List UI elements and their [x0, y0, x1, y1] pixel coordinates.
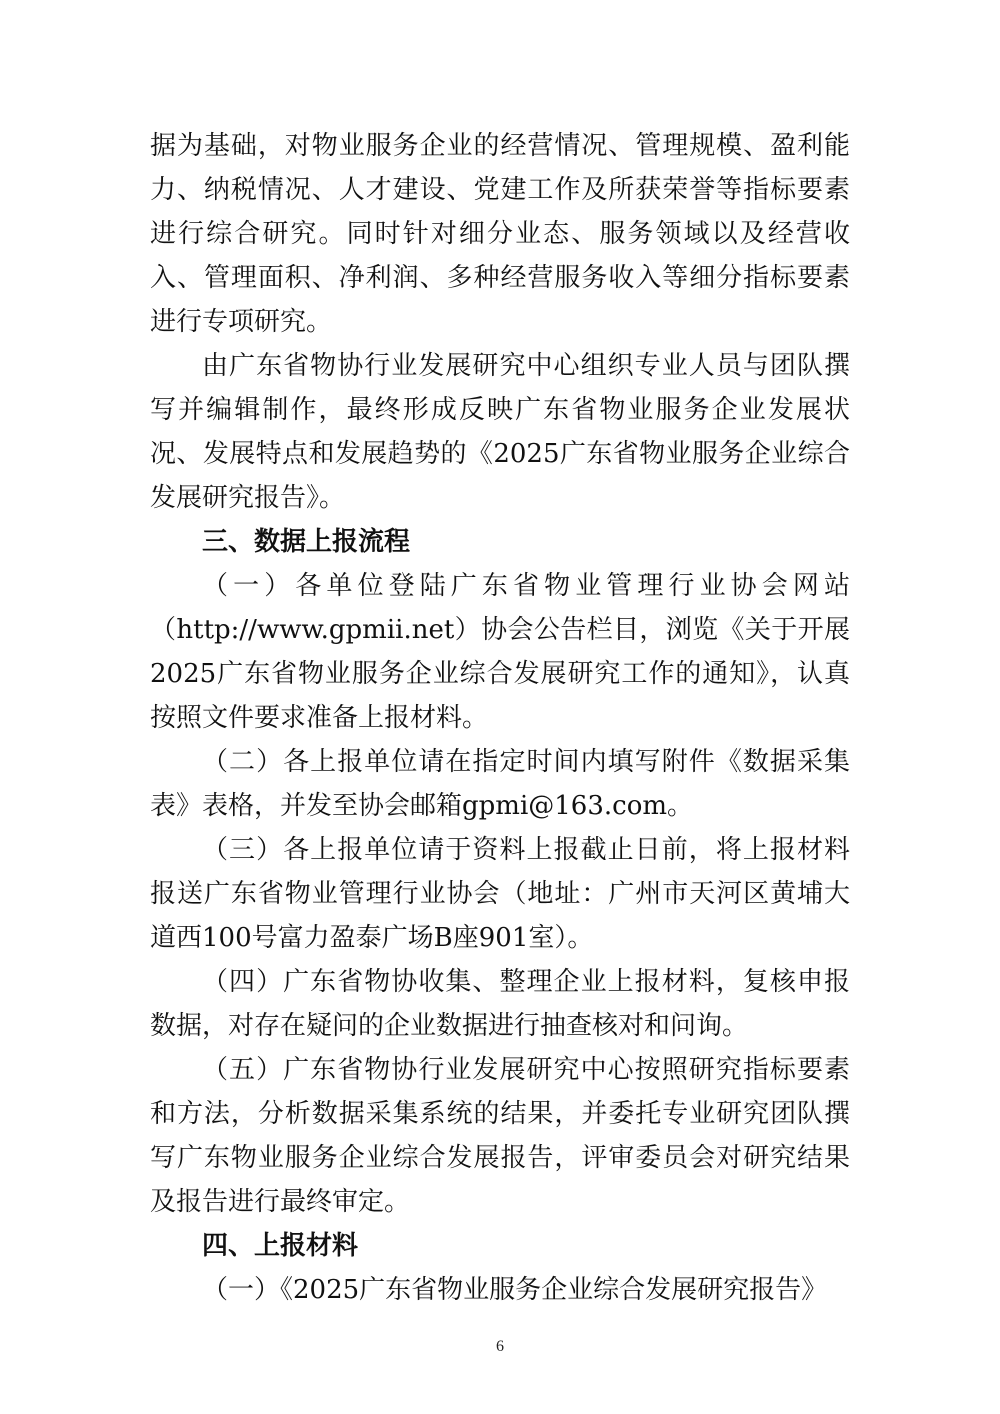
- body-text: [150, 124, 850, 1312]
- paragraph-step-3: （三）各上报单位请于资料上报截止日前，将上报材料报送广东省物业管理行业协会（地址：广州市天河区黄埔大道西100号富力盈泰广场B座901室）。: [150, 835, 850, 953]
- paragraph-report-production: 由广东省物协行业发展研究中心组织专业人员与团队撰写并编辑制作，最终形成反映广东省物业服务企业发展状况、发展特点和发展趋势的《2025广东省物业服务企业综合发展研究报告》。: [150, 351, 850, 513]
- section-heading-materials: 四、上报材料: [202, 1231, 359, 1261]
- paragraph-material-1: （一）《2025广东省物业服务企业综合发展研究报告》: [202, 1275, 828, 1305]
- paragraph-step-2: （二）各上报单位请在指定时间内填写附件《数据采集表》表格，并发至协会邮箱gpmi@163.com。: [150, 747, 850, 821]
- paragraph-step-5: （五）广东省物协行业发展研究中心按照研究指标要素和方法，分析数据采集系统的结果，并委托专业研究团队撰写广东物业服务企业综合发展报告，评审委员会对研究结果及报告进行最终审定。: [150, 1055, 850, 1217]
- page-number: 6: [496, 1338, 504, 1355]
- section-heading-reporting-process: 三、数据上报流程: [202, 527, 411, 557]
- paragraph-research-scope: 据为基础，对物业服务企业的经营情况、管理规模、盈利能力、纳税情况、人才建设、党建工作及所获荣誉等指标要素进行综合研究。同时针对细分业态、服务领域以及经营收入、管理面积、净利润、多种经营服务收入等细分指标要素进行专项研究。: [150, 131, 850, 337]
- paragraph-step-1: （一）各单位登陆广东省物业管理行业协会网站（http://www.gpmii.net）协会公告栏目，浏览《关于开展2025广东省物业服务企业综合发展研究工作的通知》，认真按照文件要求准备上报材料。: [150, 571, 850, 733]
- paragraph-step-4: （四）广东省物协收集、整理企业上报材料，复核申报数据，对存在疑问的企业数据进行抽查核对和问询。: [150, 967, 850, 1041]
